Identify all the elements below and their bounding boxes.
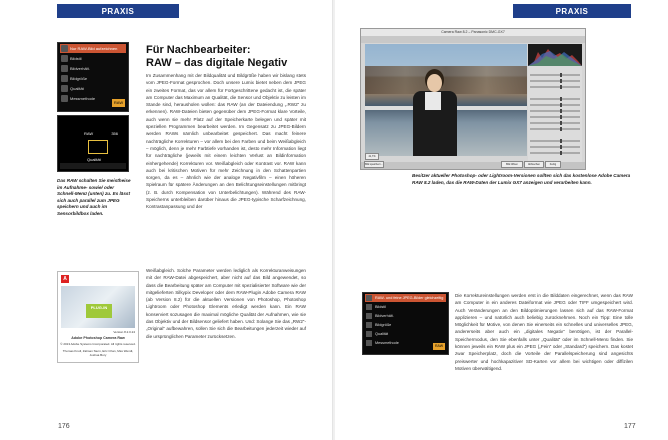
slider[interactable] bbox=[530, 128, 580, 130]
menu-item-label: Bildgröße bbox=[70, 76, 88, 81]
camera-icon bbox=[366, 295, 372, 301]
size-icon bbox=[61, 75, 68, 82]
slider[interactable] bbox=[530, 110, 580, 112]
quality-label: Qualität bbox=[87, 157, 101, 162]
acr-toolbar bbox=[361, 36, 585, 43]
raw-badge: RAW bbox=[434, 344, 444, 348]
cancel-button[interactable]: Abbrechen bbox=[524, 161, 544, 168]
slider[interactable] bbox=[530, 104, 580, 106]
shots-remaining: 356 bbox=[111, 131, 118, 136]
menu-item-label: Bildgröße bbox=[375, 323, 392, 327]
photo-preview bbox=[365, 44, 527, 156]
slider[interactable] bbox=[530, 140, 580, 142]
menu-item bbox=[365, 321, 446, 329]
slider[interactable] bbox=[530, 146, 580, 148]
splash-copyright: © 2013 Adobe Systems Incorporated. All rights reserved. bbox=[60, 342, 136, 346]
size-icon bbox=[366, 322, 372, 328]
section-tab-praxis: PRAXIS bbox=[513, 4, 631, 18]
right-page bbox=[335, 0, 668, 440]
menu-item-label: Bildstil bbox=[375, 305, 386, 309]
slider[interactable] bbox=[530, 98, 580, 100]
menu-item bbox=[365, 303, 446, 311]
body-text-top: Im Zusammenhang mit der Bildqualität und Bildgröße haben wir bislang stets vom JPEG-Format gesprochen. Doch unsere Lumix bietet neben dem JPEG ein zweites Format, das vor allem für Fortgeschrittene gedacht ist, die später am Computer das Maximum an Qualität, die Sensor und Objektiv zu leisten im Stande sind, herausholen wollen: das RAW (an der Dateiendung „.RW2“ zu erkennen). RAW-Dateien bieten gegenüber dem JPEG-Format klare Vorteile, auch wenn sie mehr Platz auf der Speicherkarte belegen und später mit speziellen Programmen bearbeitet werden. Im Gegensatz zu JPEG-Bildern werden RAWs nämlich unbearbeitet gespeichert. Das macht feinere nachträgliche Korrekturen – vor allem bei den Farben und beim Weißabgleich – möglich, denn je mehr Farbtiefe vorhanden ist, desto mehr Information liegt für nachträgliche (jeweils mit einem leichten Verlust an Bildinformation einhergehende) Korrekturen vor. Weißabgleich oder Kontrast vor. RAW kann auch bei kritischen Motiven für mehr Zeichnung in den Schattenpartien sorgen, da es – ähnlich wie der analoge Negativfilm – einen höheren Spielraum für spätere Änderungen an den Belichtungseinstellungen mitbringt (z. B. durch Kompensation von Unterbelichtungen). Während des RAW-Speicherns unterbleiben darüber hinaus die JPEG-typische Scharfzeichnung, Kontrastanpassung und der bbox=[146, 73, 306, 210]
metering-icon bbox=[366, 340, 372, 346]
done-button[interactable]: Fertig bbox=[545, 161, 561, 168]
camera-raw-window bbox=[360, 28, 586, 170]
acr-bottom-bar bbox=[361, 162, 585, 169]
aspect-icon bbox=[61, 65, 68, 72]
menu-item-label: Messmethode bbox=[70, 96, 96, 101]
section-tab-praxis: PRAXIS bbox=[57, 4, 179, 18]
version-label: Version 8.2.0.24 bbox=[113, 330, 135, 334]
menu-item bbox=[60, 74, 126, 83]
quick-menu-bar bbox=[60, 163, 126, 169]
menu-item-label: Bildstil bbox=[70, 56, 82, 61]
menu-item-label: Qualität bbox=[375, 332, 389, 336]
menu-item bbox=[60, 64, 126, 73]
menu-item-label: Messmethode bbox=[375, 341, 399, 345]
save-image-button[interactable]: Bild speichern... bbox=[365, 163, 383, 166]
quality-icon bbox=[366, 331, 372, 337]
plugin-label: PLUG-IN bbox=[86, 304, 112, 318]
histogram-graph bbox=[528, 44, 582, 66]
splash-title: Adobe Photoshop Camera Raw bbox=[71, 336, 125, 340]
left-page bbox=[0, 0, 333, 440]
adjustments-panel bbox=[528, 44, 582, 166]
body-text-right: Die Korrektureinstellungen werden erst in die Bilddaten eingerechnet, wenn das RAW am Computer in ein anderes Dateiformat wie JPEG oder TIFF umgespeichert wird. Auch Veränderungen an den Bildoptimierungen lassen sich auf das RAW-Format applizieren – und natürlich auch beliebig zurücknehmen. Noch ein Tipp: Eine tolle Möglichkeit für Motive, von denen Sie einerseits ein schnelles und universelles JPEG, andererseits aber auch ein „digitales Negativ“ benötigen, ist der Parallel-Speichermodus, den Sie ebenfalls unter „Qualität“ oder im Schnell-Menü finden. Sie können jeweils ein RAW plus ein JPEG („Fein“ oder „Standard“) speichern. Das kostet zwar Speicherplatz, doch die Vorteile der Parallelspeicherung sind angesichts preiswerter und hochkapazitiver SD-Karten vor allem bei wichtigen oder diffizilen Motiven überwältigend. bbox=[455, 293, 633, 371]
quality-icon bbox=[61, 85, 68, 92]
caption-raw-menu: Das RAW schalten Sie meistheise im Aufnahme- sowie/ oder Schnell-Menü (unten) zu. Es lässt sich auch parallel zum JPEG speichern und auch im Sensorbildbox laden. bbox=[57, 178, 131, 216]
raw-label: RAW bbox=[84, 131, 94, 136]
slider[interactable] bbox=[530, 152, 580, 154]
histogram bbox=[528, 44, 582, 66]
menu-item bbox=[60, 54, 126, 63]
raw-badge: RAW bbox=[113, 100, 124, 105]
splash-credits: Thomas Knoll, Zalman Stern, Eric Chan, Max Wendt, Joshua Bury bbox=[62, 349, 134, 357]
section-heading bbox=[146, 44, 306, 70]
style-icon bbox=[366, 304, 372, 310]
page-number: 176 bbox=[58, 423, 70, 430]
menu-item-label: Bildverhält. bbox=[375, 314, 394, 318]
zoom-select[interactable]: 41,7% bbox=[365, 153, 379, 160]
raw-quality-icon bbox=[88, 140, 108, 154]
window-title: Camera Raw 8.2 – Panasonic DMC-GX7 bbox=[361, 29, 585, 36]
subject-scarf bbox=[425, 92, 441, 110]
aspect-icon bbox=[366, 313, 372, 319]
slider[interactable] bbox=[530, 80, 580, 82]
menu-title: Nur RAW-Bild aufzeichnen bbox=[70, 46, 118, 51]
slider[interactable] bbox=[530, 74, 580, 76]
adobe-logo: A bbox=[61, 275, 69, 283]
camera-menu-raw-only bbox=[57, 42, 129, 112]
camera-icon bbox=[61, 45, 68, 52]
menu-title-row bbox=[60, 44, 126, 53]
menu-title: RAW- und feine JPEG-Bilder gleichzeitig bbox=[375, 296, 444, 300]
body-text-bottom: Weißabgleich. Solche Parameter werden lediglich als Korrekturanweisungen mit der RAW-Datei abgespeichert, aber nicht auf das Bild angewendet, so dass die Bearbeitung später am Computer mit spezialisierter Software wie der mitgelieferten Silkypix Developer oder dem RAW-Plugin Adobe Camera RAW (ab Version 8.2) für die aktuellen Versionen von Photoshop, Photoshop Lightroom oder Photoshop Elements erledigt werden kann. Ein RAW konserviert sozusagen die maximal mögliche Qualität der Aufnahmen, wie sie das Objektiv und der Bildsensor geliefert haben. Und: Solange Sie das „RW2“-„Original“ aufbewahren, sollen Sie sich die Bearbeitungen jederzeit wieder auf die ursprünglichen Parameter zurücksetzen. bbox=[146, 268, 306, 339]
menu-item-label: Qualität bbox=[70, 86, 84, 91]
heading-line-2: RAW – das digitale Negativ bbox=[146, 57, 288, 69]
menu-item bbox=[60, 84, 126, 93]
camera-menu-raw-jpeg bbox=[362, 292, 449, 355]
caption-camera-raw: Besitzer aktueller Photoshop- oder Lightroom-Versionen sollten sich das kostenlose Adobe Camera RAW 8.2 laden, das die RAW-Daten der Lumix GX7 anzeigen und verarbeiten kann. bbox=[412, 173, 631, 185]
menu-item-label: Bildverhält. bbox=[70, 66, 90, 71]
menu-item bbox=[365, 330, 446, 338]
metering-icon bbox=[61, 95, 68, 102]
open-image-button[interactable]: Bild öffnen bbox=[501, 161, 523, 168]
menu-item bbox=[365, 312, 446, 320]
heading-line-1: Für Nachbearbeiter: bbox=[146, 44, 251, 56]
subject-head bbox=[427, 74, 442, 92]
slider[interactable] bbox=[530, 116, 580, 118]
style-icon bbox=[61, 55, 68, 62]
page-number: 177 bbox=[624, 423, 636, 430]
camera-quick-menu bbox=[57, 115, 129, 172]
portrait-subject bbox=[407, 74, 463, 156]
menu-title-row bbox=[365, 294, 446, 302]
slider[interactable] bbox=[530, 86, 580, 88]
camera-raw-splash bbox=[57, 271, 139, 363]
slider[interactable] bbox=[530, 122, 580, 124]
